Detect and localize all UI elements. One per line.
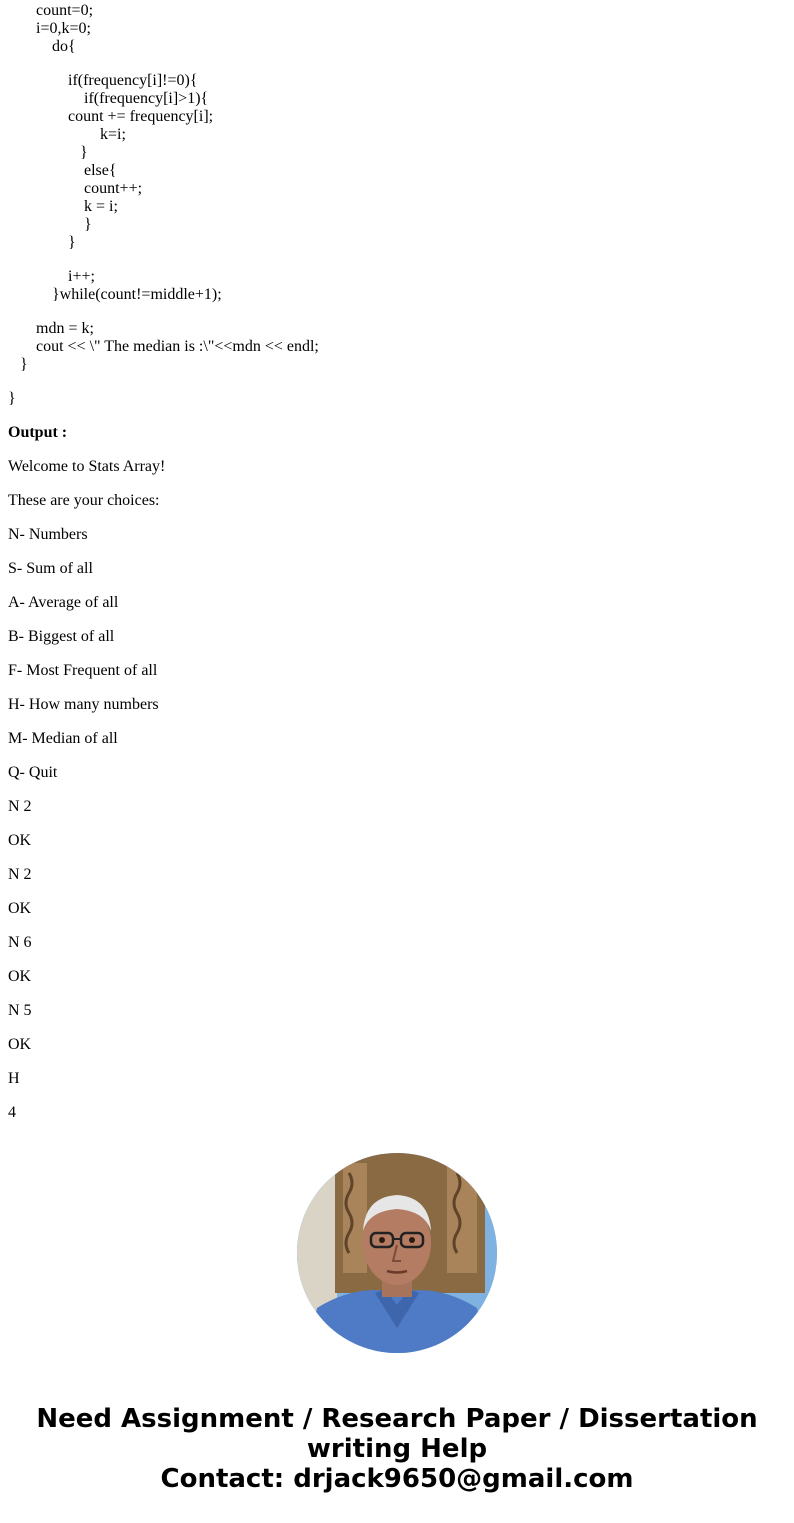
output-line: S- Sum of all bbox=[8, 560, 93, 577]
output-line: OK bbox=[8, 968, 32, 985]
code-line: count=0; bbox=[36, 2, 94, 19]
code-line: count++; bbox=[84, 180, 143, 197]
output-line: OK bbox=[8, 1036, 32, 1053]
output-line: N 6 bbox=[8, 934, 32, 951]
output-line: Welcome to Stats Array! bbox=[8, 458, 166, 475]
code-line: count += frequency[i]; bbox=[68, 108, 214, 125]
output-line: OK bbox=[8, 832, 32, 849]
output-heading: Output : bbox=[8, 424, 68, 441]
output-line: F- Most Frequent of all bbox=[8, 662, 158, 679]
author-avatar bbox=[297, 1153, 497, 1353]
code-line: } bbox=[84, 216, 92, 233]
code-line: } bbox=[68, 234, 76, 251]
output-line: N 2 bbox=[8, 798, 32, 815]
output-line: H- How many numbers bbox=[8, 696, 159, 713]
output-line: H bbox=[8, 1070, 20, 1087]
code-line: i=0,k=0; bbox=[36, 20, 91, 37]
output-line: A- Average of all bbox=[8, 594, 119, 611]
code-line: i++; bbox=[68, 268, 95, 285]
code-line: } bbox=[80, 144, 88, 161]
code-line: } bbox=[8, 390, 16, 407]
promo-line-1: Need Assignment / Research Paper / Dissertation bbox=[36, 1404, 758, 1434]
promo-contact: Contact: drjack9650@gmail.com bbox=[160, 1464, 634, 1494]
code-line: if(frequency[i]!=0){ bbox=[68, 72, 198, 89]
output-line: 4 bbox=[8, 1104, 16, 1121]
code-line: mdn = k; bbox=[36, 320, 94, 337]
output-line: B- Biggest of all bbox=[8, 628, 115, 645]
output-line: Q- Quit bbox=[8, 764, 58, 781]
output-line: N 2 bbox=[8, 866, 32, 883]
code-line: else{ bbox=[84, 162, 117, 179]
output-line: These are your choices: bbox=[8, 492, 160, 509]
code-line: } bbox=[20, 356, 28, 373]
code-line: }while(count!=middle+1); bbox=[52, 286, 222, 303]
code-line: if(frequency[i]>1){ bbox=[84, 90, 209, 107]
promo-line-2: writing Help bbox=[306, 1434, 488, 1464]
code-line: k=i; bbox=[100, 126, 126, 143]
output-line: M- Median of all bbox=[8, 730, 118, 747]
output-line: OK bbox=[8, 900, 32, 917]
code-line: do{ bbox=[52, 38, 76, 55]
code-line: k = i; bbox=[84, 198, 118, 215]
code-line: cout << \" The median is :\"<<mdn << endl; bbox=[36, 338, 319, 355]
output-line: N 5 bbox=[8, 1002, 32, 1019]
output-line: N- Numbers bbox=[8, 526, 88, 543]
